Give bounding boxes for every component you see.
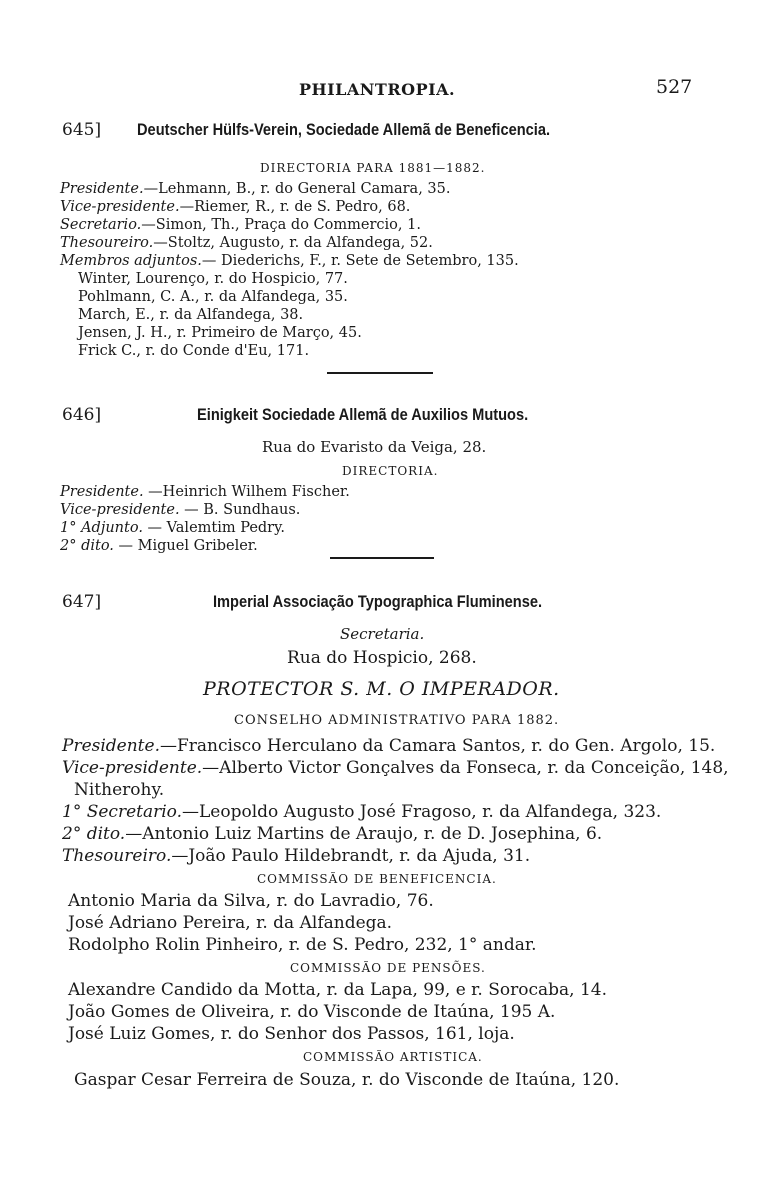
section-divider: [330, 557, 434, 559]
council-line: 2° dito.—Antonio Luiz Martins de Araujo, r. de D. Josephina, 6.: [62, 824, 603, 844]
page-number: 527: [656, 76, 693, 98]
council-line: Nitherohy.: [74, 780, 165, 800]
entry-number-645: 645]: [62, 120, 102, 140]
member-line: Frick C., r. do Conde d'Eu, 171.: [78, 343, 310, 359]
beneficencia-line: Antonio Maria da Silva, r. do Lavradio, 76.: [68, 891, 434, 911]
pensoes-line: José Luiz Gomes, r. do Senhor dos Passos, 161, loja.: [68, 1024, 515, 1044]
member-line: Vice-presidente. — B. Sundhaus.: [60, 502, 301, 518]
entry-number-646: 646]: [62, 405, 102, 425]
council-line: Thesoureiro.—João Paulo Hildebrandt, r. da Ajuda, 31.: [62, 846, 531, 866]
council-line: Vice-presidente.—Alberto Victor Gonçalves da Fonseca, r. da Conceição, 148,: [62, 758, 729, 778]
artistica-line: Gaspar Cesar Ferreira de Souza, r. do Visconde de Itaúna, 120.: [74, 1070, 620, 1090]
member-line: Presidente.—Lehmann, B., r. do General Camara, 35.: [60, 181, 451, 197]
running-title: PHILANTROPIA.: [299, 80, 456, 99]
address-646: Rua do Evaristo da Veiga, 28.: [262, 438, 487, 456]
directory-heading-646: DIRECTORIA.: [342, 464, 439, 478]
member-line: Thesoureiro.—Stoltz, Augusto, r. da Alfandega, 52.: [60, 235, 433, 251]
directory-heading-645: DIRECTORIA PARA 1881—1882.: [260, 161, 486, 175]
member-line: Pohlmann, C. A., r. da Alfandega, 35.: [78, 289, 348, 305]
council-heading: CONSELHO ADMINISTRATIVO PARA 1882.: [234, 713, 560, 728]
pensoes-heading: COMMISSÃO DE PENSÕES.: [290, 961, 486, 975]
artistica-heading: COMMISSÃO ARTISTICA.: [303, 1050, 483, 1064]
pensoes-line: Alexandre Candido da Motta, r. da Lapa, 99, e r. Sorocaba, 14.: [68, 980, 607, 1000]
entry-number-647: 647]: [62, 592, 102, 612]
member-line: Vice-presidente.—Riemer, R., r. de S. Pedro, 68.: [60, 199, 411, 215]
protector-line: PROTECTOR S. M. O IMPERADOR.: [203, 678, 560, 700]
member-line: Membros adjuntos.— Diederichs, F., r. Sete de Setembro, 135.: [60, 253, 519, 269]
member-line: 2° dito. — Miguel Gribeler.: [60, 538, 258, 554]
member-line: Secretario.—Simon, Th., Praça do Commercio, 1.: [60, 217, 421, 233]
council-line: Presidente.—Francisco Herculano da Camara Santos, r. do Gen. Argolo, 15.: [62, 736, 716, 756]
member-line: Jensen, J. H., r. Primeiro de Março, 45.: [78, 325, 362, 341]
section-divider: [327, 372, 433, 374]
member-line: 1° Adjunto. — Valemtim Pedry.: [60, 520, 285, 536]
member-line: Winter, Lourenço, r. do Hospicio, 77.: [78, 271, 348, 287]
beneficencia-line: José Adriano Pereira, r. da Alfandega.: [68, 913, 393, 933]
entry-title-647: Imperial Associação Typographica Fluminense.: [213, 592, 543, 611]
beneficencia-heading: COMMISSÃO DE BENEFICENCIA.: [257, 872, 497, 886]
beneficencia-line: Rodolpho Rolin Pinheiro, r. de S. Pedro, 232, 1° andar.: [68, 935, 537, 955]
member-line: Presidente. —Heinrich Wilhem Fischer.: [60, 484, 350, 500]
council-line: 1° Secretario.—Leopoldo Augusto José Fragoso, r. da Alfandega, 323.: [62, 802, 662, 822]
entry-title-645: Deutscher Hülfs-Verein, Sociedade Allemã de Beneficencia.: [137, 120, 551, 139]
entry-title-646: Einigkeit Sociedade Allemã de Auxilios Mutuos.: [197, 405, 529, 424]
secretaria-label: Secretaria.: [340, 625, 425, 643]
member-line: March, E., r. da Alfandega, 38.: [78, 307, 304, 323]
address-647: Rua do Hospicio, 268.: [287, 648, 477, 668]
pensoes-line: João Gomes de Oliveira, r. do Visconde de Itaúna, 195 A.: [68, 1002, 556, 1022]
